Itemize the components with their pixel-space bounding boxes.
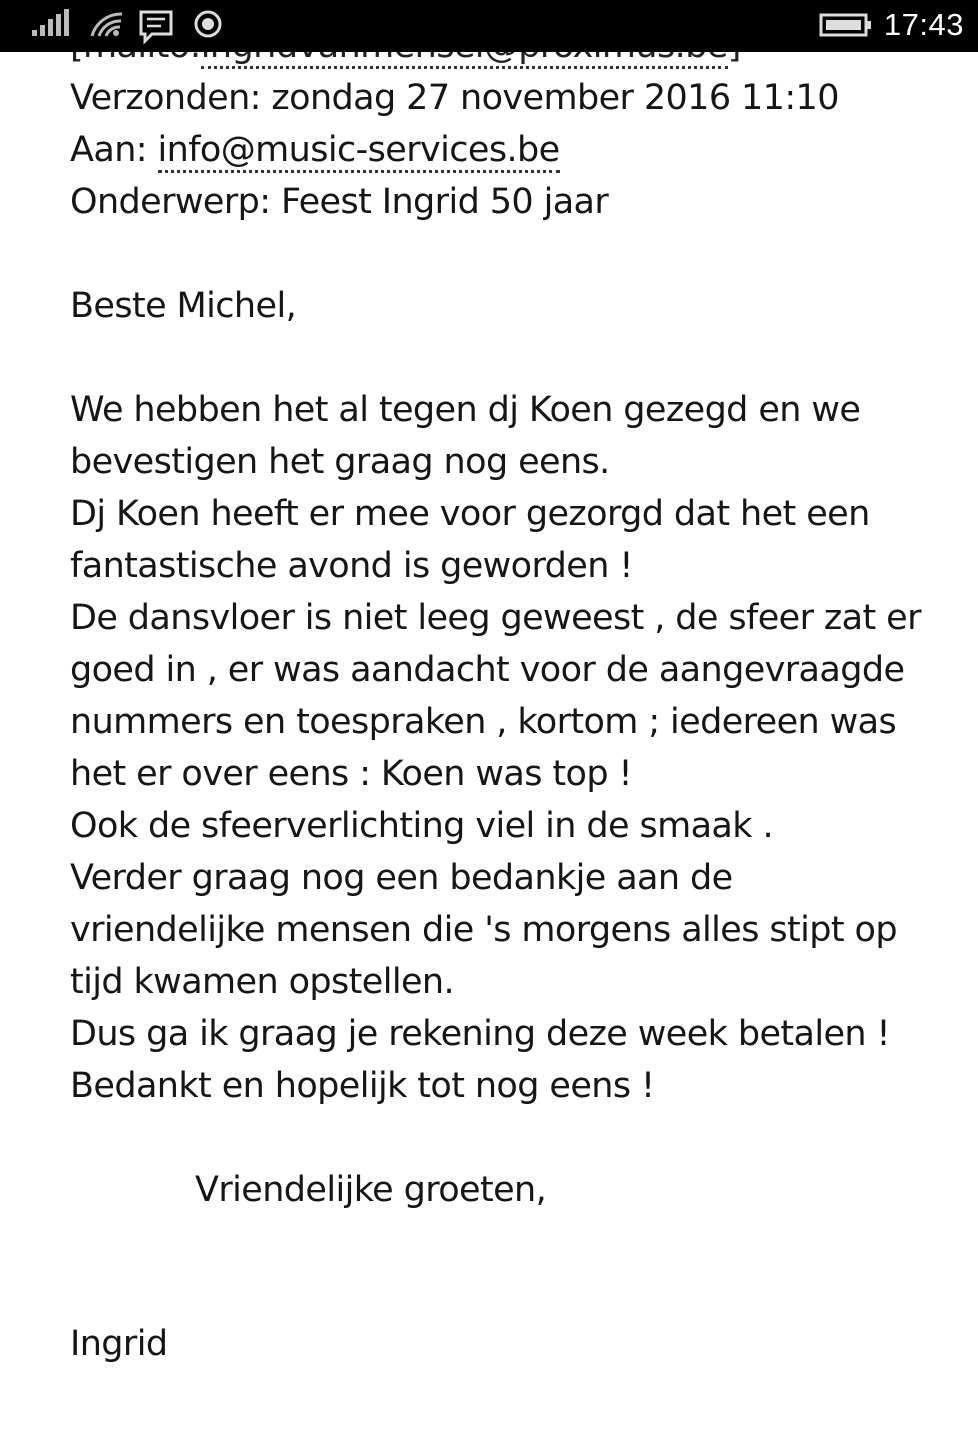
body-line: vriendelijke mensen die 's morgens alles stipt op (70, 910, 897, 950)
body-line: goed in , er was aandacht voor de aangevraagde (70, 650, 905, 690)
subject-label: Onderwerp: (70, 182, 271, 222)
body-line: Ook de sfeerverlichting viel in de smaak . (70, 806, 773, 846)
closing: Vriendelijke groeten, (195, 1170, 547, 1210)
battery-icon (818, 0, 874, 52)
body-line: nummers en toespraken , kortom ; iedereen was (70, 702, 897, 742)
body-line: het er over eens : Koen was top ! (70, 754, 632, 794)
to-line (70, 124, 560, 176)
body-line: Dus ga ik graag je rekening deze week betalen ! (70, 1014, 890, 1054)
body-line: fantastische avond is geworden ! (70, 546, 633, 586)
to-label: Aan: (70, 130, 147, 170)
to-address-link[interactable]: info@music-services.be (158, 130, 560, 173)
sent-value: zondag 27 november 2016 11:10 (271, 78, 839, 118)
sent-label: Verzonden: (70, 78, 261, 118)
body-line: Dj Koen heeft er mee voor gezorgd dat het een (70, 494, 870, 534)
body-line: tijd kwamen opstellen. (70, 962, 455, 1002)
status-clock: 17:43 (883, 7, 964, 42)
message-icon (138, 0, 174, 52)
body-line: We hebben het al tegen dj Koen gezegd en we (70, 390, 861, 430)
sent-line (70, 72, 839, 124)
greeting: Beste Michel, (70, 286, 297, 326)
signal-icon (30, 0, 70, 52)
body-line: Bedankt en hopelijk tot nog eens ! (70, 1066, 655, 1106)
body-line: bevestigen het graag nog eens. (70, 442, 610, 482)
signature: Ingrid (70, 1324, 168, 1364)
subject-value: Feest Ingrid 50 jaar (280, 182, 609, 222)
wifi-icon (88, 0, 124, 52)
subject-line (70, 176, 608, 228)
status-bar (0, 0, 978, 52)
location-icon (192, 0, 224, 52)
body-line: Verder graag nog een bedankje aan de (70, 858, 733, 898)
body-line: De dansvloer is niet leeg geweest , de sfeer zat er (70, 598, 921, 638)
